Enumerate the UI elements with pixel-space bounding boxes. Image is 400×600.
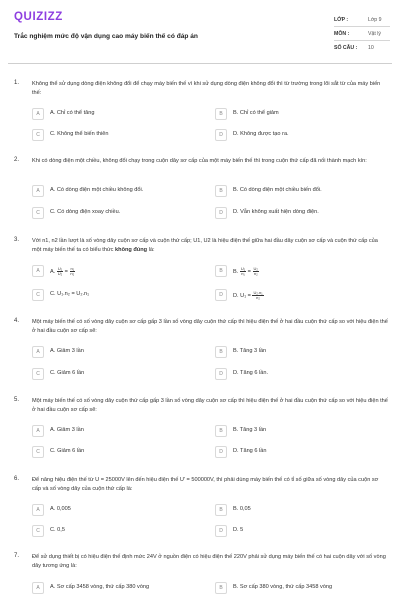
option-text: B. Tăng 3 lần [233, 427, 267, 433]
option-prefix: A. [50, 268, 56, 275]
option-letter-box: B [215, 346, 227, 358]
option-text: B. Có dòng điện một chiều biến đổi. [233, 187, 322, 193]
question-text: Một máy biến thế có số vòng dây cuộn thứ cấp gấp 3 lần số vòng dây cuộn sơ cấp thì hiệu điện thế ở hai đầu cuộn thứ cấp so với hiệu điện thế ở hai đầu cuộn sơ cấp sẽ: [32, 398, 388, 414]
math-fraction [57, 267, 63, 276]
option-letter-box: A [32, 108, 44, 120]
question-number: 7. [14, 553, 20, 559]
option-letter-box: B [215, 425, 227, 437]
option-text: C. 0,5 [50, 527, 65, 533]
option-prefix: B. [233, 268, 239, 275]
option-text: B. Sơ cấp 380 vòng, thứ cấp 3458 vòng [233, 584, 333, 590]
worksheet-header [0, 0, 400, 62]
option-letter-box: D [215, 525, 227, 537]
option-letter-box: B [215, 504, 227, 516]
math-fraction [252, 291, 263, 300]
option-text: D. Không được tạo ra. [233, 131, 289, 137]
question-text-bold: không đúng [115, 247, 148, 254]
option-text: D. 5 [233, 527, 244, 533]
option-letter-box: D [215, 446, 227, 458]
option-letter-box: A [32, 265, 44, 277]
option-text: D. Vẫn không xuất hiện dòng điện. [233, 209, 319, 215]
meta-value: Lớp 9 [368, 17, 382, 23]
math-fraction [70, 267, 76, 276]
option-text [50, 267, 75, 276]
math-numerator: U₂.n₁ [253, 290, 263, 295]
option-text [233, 291, 264, 300]
meta-divider [334, 40, 390, 41]
math-numerator: n₁ [70, 266, 75, 271]
option-letter-box: C [32, 289, 44, 301]
math-denominator: n₁ [241, 271, 245, 276]
header-divider [8, 63, 392, 64]
option-letter-box: C [32, 446, 44, 458]
question-text-main: Với n1, n2 lần lượt là số vòng dây cuộn sơ cấp và cuộn thứ cấp; U1, U2 là hiệu điện thế giữa hai đầu dây cuộn sơ cấp và cuộn thứ cấp của một máy biến thế ta có biểu thức [32, 238, 378, 254]
option-text: D. Tăng 6 lần [233, 448, 267, 454]
option-letter-box: B [215, 582, 227, 594]
option-text: A. Có dòng điện một chiều không đổi. [50, 187, 144, 193]
question-number: 3. [14, 237, 20, 243]
option-text: A. Chỉ có thể tăng [50, 110, 95, 116]
option-text: A. 0,005 [50, 506, 71, 512]
meta-key: SỐ CÂU : [334, 45, 358, 51]
option-letter-box: D [215, 289, 227, 301]
math-equals: = [64, 268, 68, 275]
math-numerator: U₁ [57, 266, 63, 271]
option-text: A. Giảm 3 lần [50, 348, 84, 354]
question-number: 2. [14, 157, 20, 163]
question-text: Để nâng hiệu điện thế từ U = 25000V lên đến hiệu điện thế U' = 500000V, thì phải dùng máy biến thế có tỉ số giữa số vòng dây của cuộn sơ cấp và số vòng dây của cuộn thứ cấp là: [32, 477, 379, 493]
option-letter-box: B [215, 108, 227, 120]
option-letter-box: A [32, 504, 44, 516]
option-letter-box: C [32, 207, 44, 219]
option-text: B. Tăng 3 lần [233, 348, 267, 354]
option-text: B. Chỉ có thể giảm [233, 110, 279, 116]
math-denominator: U₂ [57, 271, 63, 276]
meta-value: Vật lý [368, 31, 381, 37]
math-fraction [240, 267, 246, 276]
option-letter-box: B [215, 185, 227, 197]
question-number: 6. [14, 476, 20, 482]
math-numerator: U₁ [240, 266, 246, 271]
question-number: 4. [14, 318, 20, 324]
option-text: C. Giảm 6 lần [50, 448, 85, 454]
math-equals: = [247, 268, 251, 275]
question-text: Không thể sử dụng dòng điện không đổi để chạy máy biến thế vì khi sử dụng dòng điện không đổi thì từ trường trong lõi sắt từ của máy biến thế: [32, 81, 381, 97]
math-fraction [253, 267, 259, 276]
option-letter-box: D [215, 129, 227, 141]
math-numerator: U₂ [253, 266, 258, 271]
meta-value: 10 [368, 45, 374, 51]
option-prefix: D. U₁ = [233, 292, 251, 299]
option-letter-box: A [32, 346, 44, 358]
option-letter-box: C [32, 525, 44, 537]
option-letter-box: D [215, 207, 227, 219]
math-denominator: n₂ [253, 271, 258, 276]
option-text: C. U₁.n₂ = U₂.n₁ [50, 291, 90, 297]
question-number: 5. [14, 397, 20, 403]
option-text: A. Sơ cấp 3458 vòng, thứ cấp 380 vòng [50, 584, 150, 590]
option-letter-box: C [32, 368, 44, 380]
option-text: C. Giảm 6 lần [50, 370, 85, 376]
meta-key: MÔN : [334, 31, 350, 37]
option-letter-box: B [215, 265, 227, 277]
option-letter-box: A [32, 582, 44, 594]
option-letter-box: A [32, 185, 44, 197]
option-text: D. Tăng 6 lần. [233, 370, 269, 376]
math-denominator: n₂ [256, 295, 260, 300]
question-text [32, 237, 388, 255]
quizizz-logo: QUIZIZZ [14, 11, 63, 23]
question-text: Để sử dụng thiết bị có hiệu điện thế định mức 24V ở nguồn điện có hiệu điện thế 220V phải sử dụng máy biến thế có hai cuộn dây với số vòng dây tương ứng là: [32, 554, 386, 570]
meta-divider [334, 26, 390, 27]
option-text: A. Giảm 3 lần [50, 427, 84, 433]
question-text-end: là: [147, 247, 155, 254]
option-text: C. Không thể biến thiên [50, 131, 109, 137]
question-text: Một máy biến thế có số vòng dây cuộn sơ cấp gấp 3 lần số vòng dây cuộn thứ cấp thì hiệu điện thế ở hai đầu cuộn thứ cấp so với hiệu điện thế ở hai đầu cuộn sơ cấp sẽ: [32, 319, 388, 335]
math-denominator: n₂ [70, 271, 75, 276]
option-text: B. 0,05 [233, 506, 251, 512]
option-text: C. Có dòng điện xoay chiều. [50, 209, 121, 215]
option-letter-box: A [32, 425, 44, 437]
question-number: 1. [14, 80, 20, 86]
meta-key: LỚP : [334, 17, 349, 23]
question-text: Khi có dòng điện một chiều, không đổi chạy trong cuộn dây sơ cấp của một máy biến thế thì trong cuộn thứ cấp đã nối thành mạch kín: [32, 158, 367, 164]
option-letter-box: C [32, 129, 44, 141]
option-text [233, 267, 259, 276]
worksheet-title: Trắc nghiệm mức độ vận dụng cao máy biến thế có đáp án [14, 33, 198, 40]
option-letter-box: D [215, 368, 227, 380]
